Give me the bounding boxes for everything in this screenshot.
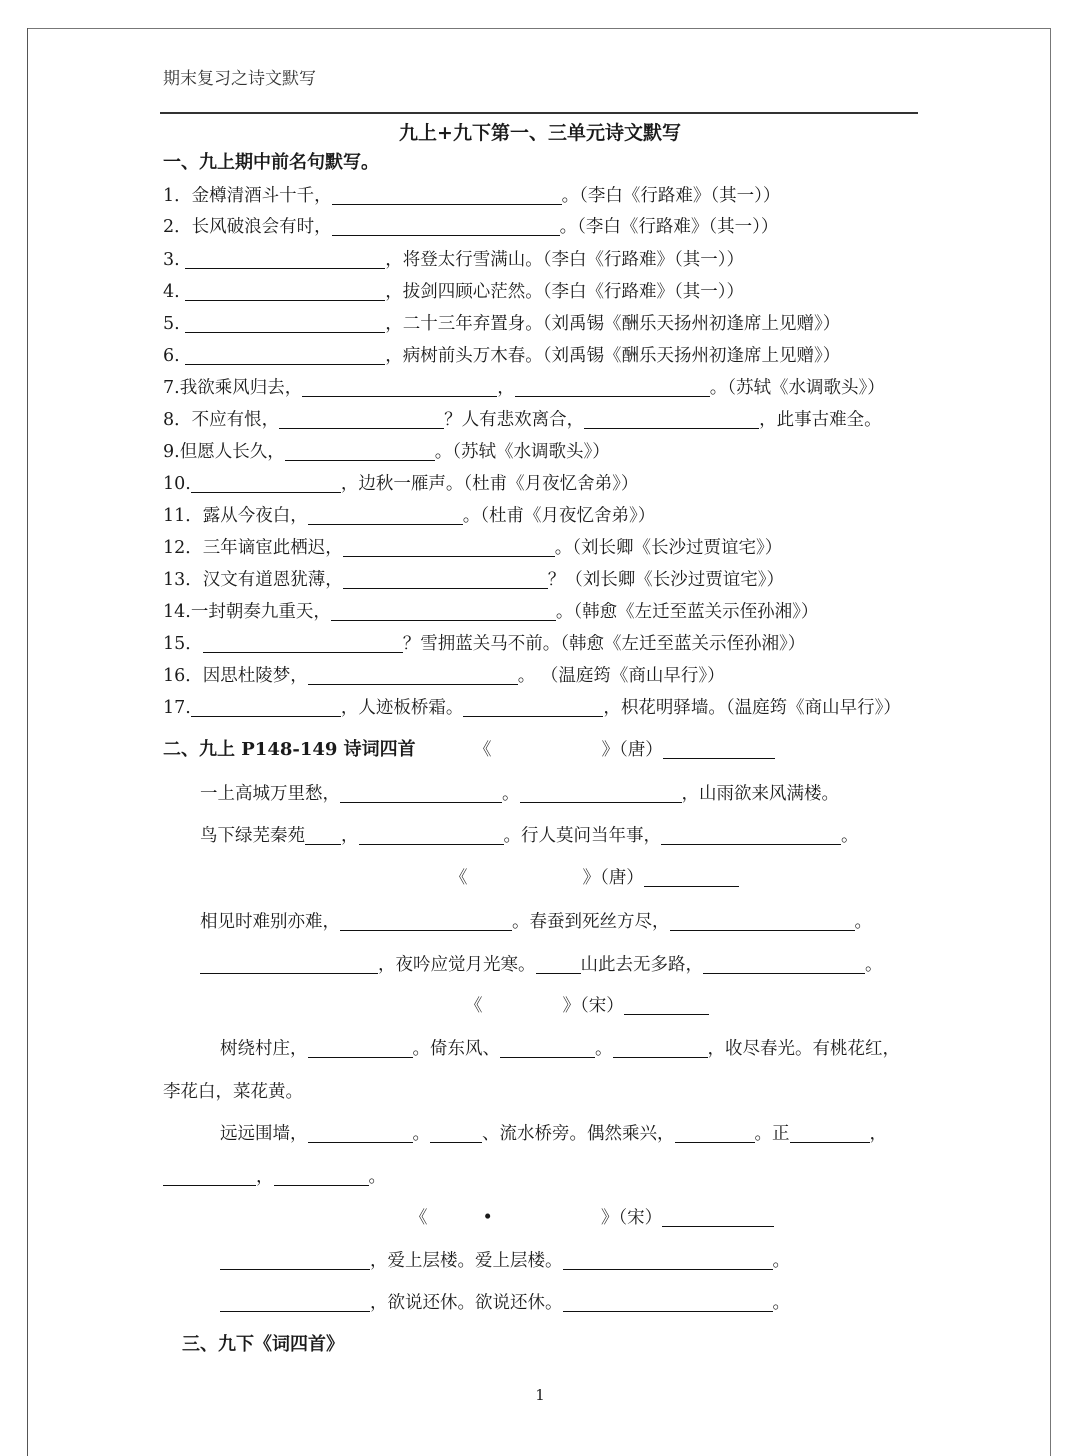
poem2-line2: ，夜吟应觉月光寒。 山此去无多路， 。 xyxy=(200,952,883,978)
item-text: 8．不应有恨， xyxy=(163,410,280,430)
page-border-left xyxy=(27,28,28,1456)
item-source: ，拔剑四顾心茫然。（李白《行路难》（其一）） xyxy=(385,282,745,302)
list-item xyxy=(163,343,840,369)
page-number: 1 xyxy=(535,1386,545,1404)
answer-blank[interactable] xyxy=(332,217,560,236)
poem4-line1: ，爱上层楼。爱上层楼。 。 xyxy=(220,1248,790,1274)
answer-blank[interactable] xyxy=(520,784,682,803)
answer-blank[interactable] xyxy=(308,666,518,685)
header-rule xyxy=(160,112,918,114)
answer-blank[interactable] xyxy=(191,698,341,717)
item-text: 3. xyxy=(163,250,180,270)
answer-blank[interactable] xyxy=(185,250,385,269)
item-text: 16．因思杜陵梦， xyxy=(163,666,308,686)
answer-blank[interactable] xyxy=(308,1124,413,1143)
item-text: 17. xyxy=(163,698,191,718)
answer-blank[interactable] xyxy=(308,1039,413,1058)
answer-blank[interactable] xyxy=(279,410,444,429)
answer-blank[interactable] xyxy=(463,698,603,717)
list-item xyxy=(163,471,638,497)
answer-blank[interactable] xyxy=(340,784,502,803)
poem3-line1-cont: 李花白，菜花黄。 xyxy=(163,1082,303,1102)
list-item xyxy=(163,439,610,465)
item-text: ，此事古难全。 xyxy=(759,410,882,430)
item-source: ？（刘长卿《长沙过贾谊宅》） xyxy=(547,570,785,590)
item-source: ？雪拥蓝关马不前。（韩愈《左迁至蓝关示侄孙湘》） xyxy=(402,634,806,654)
item-text: 10. xyxy=(163,474,191,494)
page-border-right xyxy=(1050,28,1051,1456)
answer-blank[interactable] xyxy=(536,955,581,974)
list-item xyxy=(163,599,818,625)
answer-blank[interactable] xyxy=(343,538,555,557)
answer-blank[interactable] xyxy=(359,826,504,845)
answer-blank[interactable] xyxy=(308,506,463,525)
poem1-line1: 一上高城万里愁， 。 ，山雨欲来风满楼。 xyxy=(200,784,839,804)
answer-blank[interactable] xyxy=(185,346,385,365)
section1-heading: 一、九上期中前名句默写。 xyxy=(163,152,379,173)
answer-blank[interactable] xyxy=(563,1251,773,1270)
item-text: 15． xyxy=(163,634,203,654)
answer-blank[interactable] xyxy=(302,378,497,397)
answer-blank[interactable] xyxy=(285,442,435,461)
answer-blank[interactable] xyxy=(340,912,512,931)
item-source: ，将登太行雪满山。（李白《行路难》（其一）） xyxy=(385,250,745,270)
item-source: 。（杜甫《月夜忆舍弟》） xyxy=(462,506,656,526)
answer-blank[interactable] xyxy=(163,1167,256,1186)
answer-blank[interactable] xyxy=(203,634,403,653)
item-text: 14.一封朝奏九重天， xyxy=(163,602,331,622)
author-blank[interactable] xyxy=(624,996,709,1015)
list-item xyxy=(163,535,782,561)
section3-heading: 三、九下《词四首》 xyxy=(182,1334,344,1355)
list-item xyxy=(163,407,882,433)
item-source: 。（刘长卿《长沙过贾谊宅》） xyxy=(554,538,783,558)
answer-blank[interactable] xyxy=(274,1167,369,1186)
author-blank[interactable] xyxy=(663,740,775,759)
poem1-title: 《 》（唐） xyxy=(474,737,775,763)
list-item xyxy=(163,214,778,240)
poem3-title: 《 》（宋） xyxy=(465,993,709,1019)
section2-heading: 二、九上 P148-149 诗词四首 xyxy=(163,739,416,760)
item-text: 5. xyxy=(163,314,180,334)
item-text: 1．金樽清酒斗十千， xyxy=(163,186,332,206)
answer-blank[interactable] xyxy=(185,314,385,333)
item-text: ， xyxy=(497,378,515,398)
answer-blank[interactable] xyxy=(191,474,341,493)
answer-blank[interactable] xyxy=(670,912,855,931)
document-title: 九上+九下第一、三单元诗文默写 xyxy=(399,122,681,144)
item-source: 。（韩愈《左迁至蓝关示侄孙湘》） xyxy=(555,602,819,622)
answer-blank[interactable] xyxy=(332,186,562,205)
list-item xyxy=(163,695,901,721)
title-dot: • xyxy=(482,1208,493,1228)
answer-blank[interactable] xyxy=(220,1251,370,1270)
item-source: 。（李白《行路难》（其一）） xyxy=(559,217,779,237)
poem2-title: 《 》（唐） xyxy=(450,865,739,891)
item-text: 9.但愿人长久， xyxy=(163,442,285,462)
item-source: 。 （温庭筠《商山早行》） xyxy=(517,666,725,686)
answer-blank[interactable] xyxy=(515,378,710,397)
poem4-line2: ，欲说还休。欲说还休。 。 xyxy=(220,1290,790,1316)
item-source: ，枳花明驿墙。（温庭筠《商山早行》） xyxy=(603,698,901,718)
answer-blank[interactable] xyxy=(185,282,385,301)
item-source: 。（苏轼《水调歌头》） xyxy=(434,442,610,462)
item-text: ，人迹板桥霜。 xyxy=(340,698,464,718)
item-text: 13．汉文有道恩犹薄， xyxy=(163,570,343,590)
author-blank[interactable] xyxy=(662,1208,774,1227)
page-header: 期末复习之诗文默写 xyxy=(163,69,316,89)
list-item xyxy=(163,503,655,529)
item-text: 11．露从今夜白， xyxy=(163,506,308,526)
item-text: 6. xyxy=(163,346,180,366)
poem4-title: 《 • 》（宋） xyxy=(410,1205,774,1231)
poem3-line2: 远远围墙， 。 、流水桥旁。偶然乘兴， 。正 ， xyxy=(220,1124,887,1144)
answer-blank[interactable] xyxy=(343,570,548,589)
answer-blank[interactable] xyxy=(661,826,841,845)
poem3-line1: 树绕村庄， 。倚东风、 。 ，收尽春光。有桃花红， xyxy=(220,1039,900,1059)
answer-blank[interactable] xyxy=(563,1293,773,1312)
answer-blank[interactable] xyxy=(430,1124,482,1143)
list-item xyxy=(163,375,885,401)
answer-blank[interactable] xyxy=(584,410,759,429)
item-text: 7.我欲乘风归去， xyxy=(163,378,303,398)
list-item xyxy=(163,311,840,337)
answer-blank[interactable] xyxy=(331,602,556,621)
answer-blank[interactable] xyxy=(500,1039,595,1058)
list-item xyxy=(163,567,784,593)
answer-blank[interactable] xyxy=(703,955,865,974)
poem1-line2: 鸟下绿芜秦苑 ， 。行人莫问当年事， 。 xyxy=(200,826,859,846)
author-blank[interactable] xyxy=(644,868,739,887)
item-source: ，二十三年弃置身。（刘禹锡《酬乐天扬州初逢席上见赠》） xyxy=(385,314,841,334)
item-text: 12．三年谪宦此栖迟， xyxy=(163,538,343,558)
answer-blank[interactable] xyxy=(200,955,378,974)
list-item xyxy=(163,663,725,689)
item-text: ？人有悲欢离合， xyxy=(444,410,585,430)
list-item xyxy=(163,279,744,305)
list-item xyxy=(163,183,780,209)
list-item xyxy=(163,247,744,273)
answer-blank[interactable] xyxy=(613,1039,708,1058)
answer-blank[interactable] xyxy=(305,826,341,845)
list-item xyxy=(163,631,805,657)
item-source: 。（李白《行路难》（其一）） xyxy=(561,186,781,206)
answer-blank[interactable] xyxy=(790,1124,870,1143)
answer-blank[interactable] xyxy=(220,1293,370,1312)
item-source: ，病树前头万木春。（刘禹锡《酬乐天扬州初逢席上见赠》） xyxy=(385,346,841,366)
item-source: 。（苏轼《水调歌头》） xyxy=(709,378,885,398)
item-text: 4. xyxy=(163,282,180,302)
poem2-line1: 相见时难别亦难， 。春蚕到死丝方尽， 。 xyxy=(200,912,872,932)
page-border-top xyxy=(27,28,1051,29)
answer-blank[interactable] xyxy=(675,1124,755,1143)
item-text: 2．长风破浪会有时， xyxy=(163,217,332,237)
poem3-line2-cont: ， 。 xyxy=(163,1164,386,1190)
item-source: ，边秋一雁声。（杜甫《月夜忆舍弟》） xyxy=(340,474,639,494)
